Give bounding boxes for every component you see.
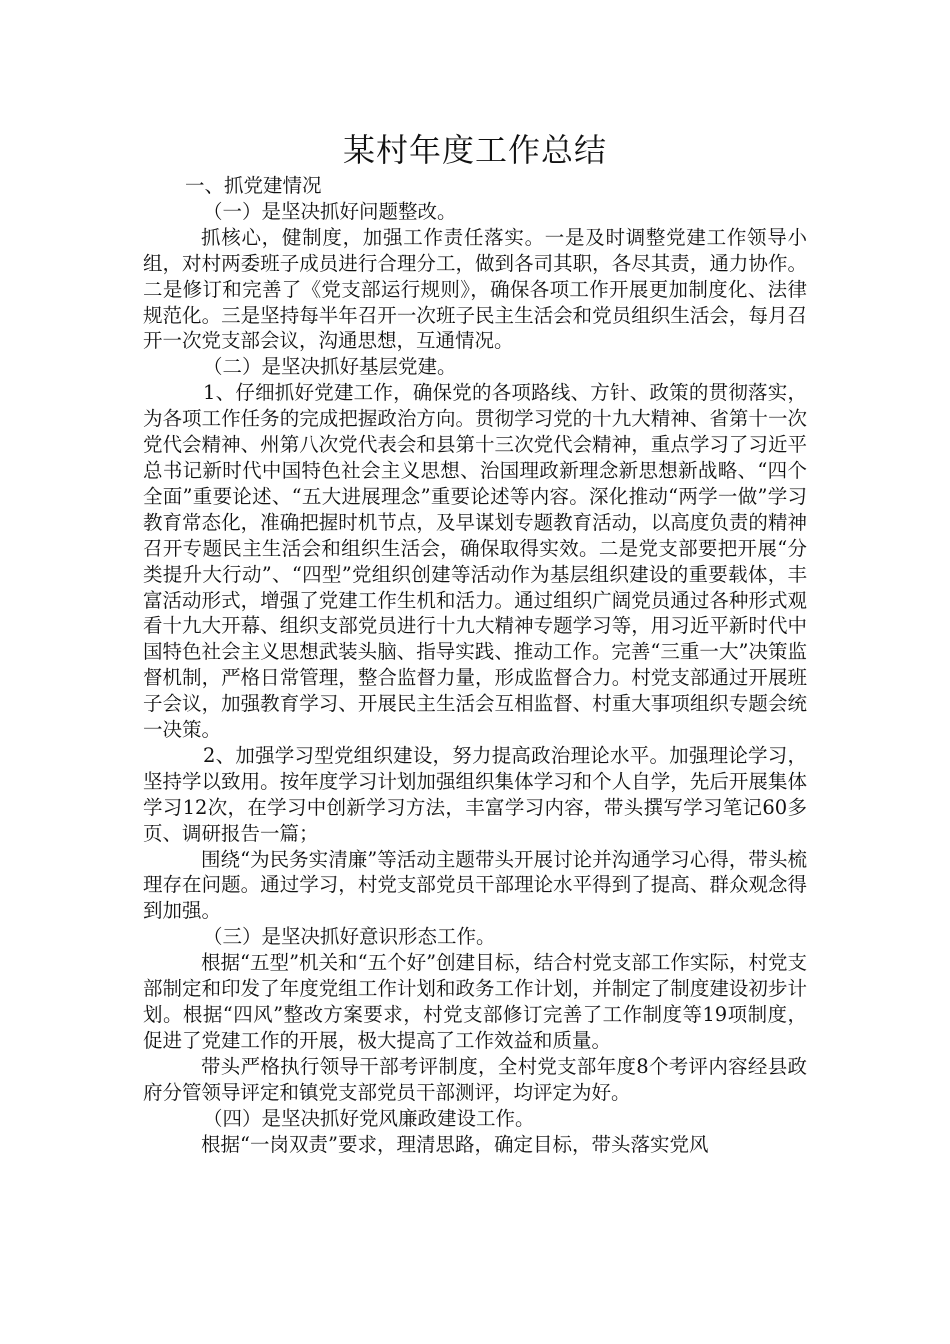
document-body <box>143 173 807 1157</box>
subsection-heading-4: （四）是坚决抓好党风廉政建设工作。 <box>203 1106 535 1130</box>
paragraph: 根据“一岗双责”要求，理清思路，确定目标，带头落实党风 <box>201 1132 709 1156</box>
paragraph: 围绕“为民务实清廉”等活动主题带头开展讨论并沟通学习心得，带头梳理存在问题。通过学习，村党支部党员干部理论水平得到了提高、群众观念得到加强。 <box>143 847 807 923</box>
subsection-heading-1: （一）是坚决抓好问题整改。 <box>203 199 457 223</box>
subsection-heading-2: （二）是坚决抓好基层党建。 <box>203 355 457 379</box>
paragraph: 带头严格执行领导干部考评制度，全村党支部年度8个考评内容经县政府分管领导评定和镇党支部党员干部测评，均评定为好。 <box>143 1054 807 1104</box>
section-heading-1: 一、抓党建情况 <box>185 174 322 197</box>
paragraph: 2、加强学习型党组织建设，努力提高政治理论水平。加强理论学习，坚持学以致用。按年度学习计划加强组织集体学习和个人自学，先后开展集体学习12次，在学习中创新学习方法，丰富学习内容，带头撰写学习笔记60多页、调研报告一篇； <box>143 743 807 845</box>
paragraph: 1、仔细抓好党建工作，确保党的各项路线、方针、政策的贯彻落实，为各项工作任务的完成把握政治方向。贯彻学习党的十九大精神、省第十一次党代会精神、州第八次党代表会和县第十三次党代会精神，重点学习了习近平总书记新时代中国特色社会主义思想、治国理政新理念新思想新战略、“四个全面”重要论述、“五大进展理念”重要论述等内容。深化推动“两学一做”学习教育常态化，准确把握时机节点，及早谋划专题教育活动，以高度负责的精神召开专题民主生活会和组织生活会，确保取得实效。二是党支部要把开展“分类提升大行动”、“四型”党组织创建等活动作为基层组织建设的重要载体，丰富活动形式，增强了党建工作生机和活力。通过组织广阔党员通过各种形式观看十九大开幕、组织支部党员进行十九大精神专题学习等，用习近平新时代中国特色社会主义思想武装头脑、指导实践、推动工作。完善“三重一大”决策监督机制，严格日常管理，整合监督力量，形成监督合力。村党支部通过开展班子会议，加强教育学习、开展民主生活会互相监督、村重大事项组织专题会统一决策。 <box>143 381 807 742</box>
document-title: 某村年度工作总结 <box>342 131 607 169</box>
paragraph: 抓核心，健制度，加强工作责任落实。一是及时调整党建工作领导小组，对村两委班子成员进行合理分工，做到各司其职，各尽其责，通力协作。二是修订和完善了《党支部运行规则》，确保各项工作开展更加制度化、法律规范化。三是坚持每半年召开一次班子民主生活会和党员组织生活会，每月召开一次党支部会议，沟通思想，互通情况。 <box>143 225 807 353</box>
subsection-heading-3: （三）是坚决抓好意识形态工作。 <box>203 925 496 949</box>
paragraph: 根据“五型”机关和“五个好”创建目标，结合村党支部工作实际，村党支部制定和印发了年度党组工作计划和政务工作计划，并制定了制度建设初步计划。根据“四风”整改方案要求，村党支部修订完善了工作制度等19项制度，促进了党建工作的开展，极大提高了工作效益和质量。 <box>143 951 807 1052</box>
